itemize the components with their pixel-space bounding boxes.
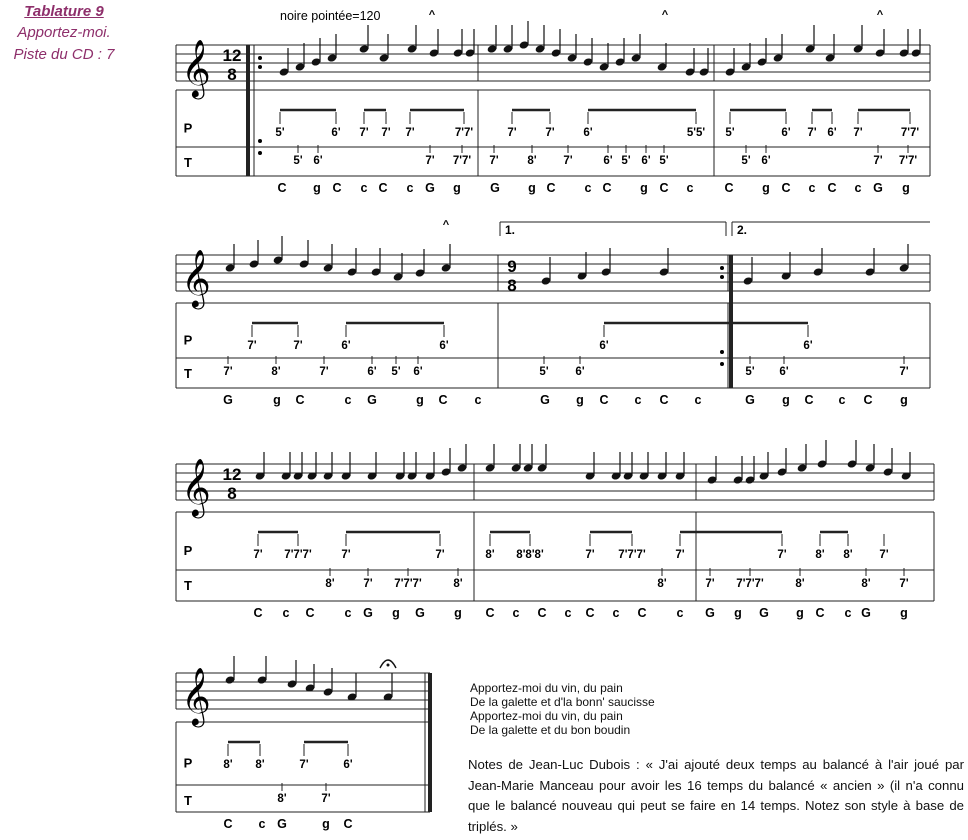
treble-clef-icon: 𝄞 (181, 40, 211, 96)
time-signature-bottom: 8 (507, 276, 517, 295)
bass-letter: C (485, 606, 495, 620)
repeat-dot (720, 275, 724, 279)
push-number: 7'7' (900, 127, 920, 139)
bass-letter: c (694, 393, 702, 407)
bass-letter: G (363, 606, 373, 620)
lyric-line: De la galette et du bon boudin (470, 723, 631, 737)
pull-number: 8' (527, 155, 537, 167)
tune-name: Apportez-moi. (17, 24, 111, 41)
bass-letter: c (512, 606, 520, 620)
bass-letter: G (873, 181, 883, 195)
lyrics-block (470, 681, 655, 737)
bass-letter: C (659, 393, 669, 407)
bass-letter: C (537, 606, 547, 620)
treble-clef-icon: 𝄞 (181, 668, 211, 724)
pull-number: 8' (795, 578, 805, 590)
push-number: 6' (439, 340, 449, 352)
push-number: 6' (583, 127, 593, 139)
pull-number: 7'7'7' (394, 578, 422, 590)
push-number: 8' (815, 549, 825, 561)
push-number: 7' (507, 127, 517, 139)
melody-notes (222, 9, 922, 702)
bass-letter: c (474, 393, 482, 407)
push-number: 8' (255, 759, 265, 771)
bass-letter: g (392, 606, 400, 620)
push-number: 7' (545, 127, 555, 139)
bass-letter: g (900, 393, 908, 407)
push-number: 7' (807, 127, 817, 139)
push-number: 5'5' (686, 127, 706, 139)
push-number: 7'7'7' (618, 549, 646, 561)
bass-letter: C (343, 817, 353, 831)
accent-mark: ^ (661, 9, 669, 21)
pull-number: 8' (861, 578, 871, 590)
push-number: 8' (223, 759, 233, 771)
bass-letter: c (344, 393, 352, 407)
push-row-label: P (183, 543, 193, 558)
bass-letter: c (344, 606, 352, 620)
pull-number: 8' (325, 578, 335, 590)
bass-letter: G (223, 393, 233, 407)
bass-letter: c (564, 606, 572, 620)
bass-letter: g (454, 606, 462, 620)
performer-notes: Notes de Jean-Luc Dubois : « J'ai ajouté deux temps au balancé à l'air joué par Jean-Marie Manceau pour avoir les 16 temps du balancé « ancien » (il n'a connu que le balancé nouveau qui peut se faire en 14 temps. Notez son style à base de triplés. » (468, 757, 964, 834)
time-signature-bottom: 8 (227, 484, 237, 503)
bass-letter: c (282, 606, 290, 620)
bass-letter: C (637, 606, 647, 620)
push-number: 6' (599, 340, 609, 352)
pull-number: 7' (705, 578, 715, 590)
push-number: 5' (275, 127, 285, 139)
push-number: 6' (331, 127, 341, 139)
push-number: 7' (675, 549, 685, 561)
pull-number: 6' (575, 366, 585, 378)
bass-letter: g (900, 606, 908, 620)
pull-number: 7' (873, 155, 883, 167)
push-number: 7' (585, 549, 595, 561)
repeat-dot (720, 350, 724, 354)
bass-letter: C (781, 181, 791, 195)
bass-letter: C (378, 181, 388, 195)
accent-mark: ^ (442, 219, 450, 231)
pull-number: 7' (489, 155, 499, 167)
bass-letter: C (332, 181, 342, 195)
bass-letter: g (640, 181, 648, 195)
repeat-dot (720, 266, 724, 270)
bass-letter: c (258, 817, 266, 831)
pull-number: 6' (313, 155, 323, 167)
pull-number: 5' (741, 155, 751, 167)
pull-number: 5' (539, 366, 549, 378)
time-signature-bottom: 8 (227, 65, 237, 84)
bass-letter: G (705, 606, 715, 620)
push-number: 6' (803, 340, 813, 352)
push-number: 7' (299, 759, 309, 771)
pull-number: 6' (761, 155, 771, 167)
bass-letter: c (612, 606, 620, 620)
bass-letter: c (676, 606, 684, 620)
bass-letter: g (902, 181, 910, 195)
bass-letter: C (546, 181, 556, 195)
bass-letter: g (416, 393, 424, 407)
bass-letter: c (686, 181, 694, 195)
bass-letter: c (808, 181, 816, 195)
push-number: 7' (777, 549, 787, 561)
bass-letter: C (223, 817, 233, 831)
pull-number: 8' (277, 793, 287, 805)
push-number: 7' (381, 127, 391, 139)
pull-number: 5' (391, 366, 401, 378)
pull-number: 7' (563, 155, 573, 167)
bass-letter: g (453, 181, 461, 195)
pull-row-label: T (184, 793, 192, 808)
pull-number: 7'7'7' (736, 578, 764, 590)
pull-number: 8' (657, 578, 667, 590)
bass-letter: g (528, 181, 536, 195)
treble-clef-icon: 𝄞 (181, 250, 211, 306)
bass-letter: C (277, 181, 287, 195)
push-number: 6' (781, 127, 791, 139)
pull-number: 7' (899, 578, 909, 590)
final-barline-thick (428, 673, 432, 812)
bass-letter: G (277, 817, 287, 831)
bass-letter: g (796, 606, 804, 620)
push-row-label: P (183, 332, 193, 348)
bass-letter: c (634, 393, 642, 407)
bass-letter: G (490, 181, 500, 195)
pull-number: 6' (641, 155, 651, 167)
bass-letter: C (253, 606, 263, 620)
tempo-marking: noire pointée=120 (280, 9, 381, 23)
pull-number: 7' (319, 366, 329, 378)
treble-clef-icon: 𝄞 (181, 459, 211, 515)
push-number: 7' (247, 340, 257, 352)
bass-letter: C (724, 181, 734, 195)
push-number: 7'7'7' (284, 549, 312, 561)
bass-letter: c (838, 393, 846, 407)
push-number: 7' (879, 549, 889, 561)
pull-number: 5' (621, 155, 631, 167)
repeat-dot (258, 139, 262, 143)
pull-number: 5' (659, 155, 669, 167)
cd-track: Piste du CD : 7 (13, 46, 115, 63)
pull-number: 7' (223, 366, 233, 378)
time-signature-top: 12 (222, 465, 242, 484)
bass-letter: g (734, 606, 742, 620)
bass-letter: g (273, 393, 281, 407)
push-number: 8' (843, 549, 853, 561)
bass-letter: C (585, 606, 595, 620)
fermata-dot (387, 664, 390, 667)
bass-letter: C (295, 393, 305, 407)
pull-number: 8' (271, 366, 281, 378)
bass-letter: C (804, 393, 814, 407)
push-number: 7' (435, 549, 445, 561)
bass-letter: G (415, 606, 425, 620)
bass-letter: G (861, 606, 871, 620)
push-number: 6' (343, 759, 353, 771)
pull-number: 6' (603, 155, 613, 167)
repeat-dot (258, 56, 262, 60)
push-number: 8' (485, 549, 495, 561)
tablature-title: Tablature 9 (24, 3, 104, 20)
lyric-line: Apportez-moi du vin, du pain (470, 709, 623, 723)
bass-letter: g (782, 393, 790, 407)
push-number: 7'7' (454, 127, 474, 139)
repeat-thick-line (729, 255, 733, 388)
push-number: 7' (341, 549, 351, 561)
bass-letter: C (659, 181, 669, 195)
bass-letter: G (745, 393, 755, 407)
repeat-dot (720, 362, 724, 366)
push-number: 7' (405, 127, 415, 139)
bass-letter: G (367, 393, 377, 407)
bass-letter: c (360, 181, 368, 195)
bass-letter: c (584, 181, 592, 195)
volta-label: 2. (736, 223, 748, 237)
pull-number: 6' (367, 366, 377, 378)
repeat-thick-line (246, 45, 250, 176)
accent-mark: ^ (428, 9, 436, 21)
pull-number: 6' (413, 366, 423, 378)
pull-number: 5' (745, 366, 755, 378)
bass-letter: C (827, 181, 837, 195)
lyric-line: Apportez-moi du vin, du pain (470, 681, 623, 695)
pull-row-label: T (184, 578, 192, 593)
pull-number: 8' (453, 578, 463, 590)
pull-number: 7' (425, 155, 435, 167)
bass-letter: g (576, 393, 584, 407)
push-number: 8'8'8' (516, 549, 544, 561)
bass-letter: C (438, 393, 448, 407)
bass-letter: C (602, 181, 612, 195)
bass-letter: c (854, 181, 862, 195)
push-row-label: P (183, 120, 193, 136)
pull-row-label: T (184, 155, 192, 170)
push-number: 7' (853, 127, 863, 139)
bass-letter: c (406, 181, 414, 195)
repeat-dot (258, 65, 262, 69)
pull-number: 7'7' (898, 155, 918, 167)
bass-letter: C (815, 606, 825, 620)
bass-letter: G (759, 606, 769, 620)
accent-mark: ^ (876, 9, 884, 21)
pull-row-label: T (184, 366, 192, 381)
volta-label: 1. (504, 223, 516, 237)
bass-letter: C (863, 393, 873, 407)
pull-number: 7' (899, 366, 909, 378)
time-signature-top: 9 (507, 257, 517, 276)
bass-letter: g (313, 181, 321, 195)
time-signature-top: 12 (222, 46, 242, 65)
pull-number: 5' (293, 155, 303, 167)
push-number: 6' (827, 127, 837, 139)
pull-number: 6' (779, 366, 789, 378)
pull-number: 7' (363, 578, 373, 590)
lyric-line: De la galette et d'la bonn' saucisse (470, 695, 655, 709)
push-number: 7' (293, 340, 303, 352)
push-number: 7' (253, 549, 263, 561)
bass-letter: C (599, 393, 609, 407)
bass-letter: c (844, 606, 852, 620)
push-number: 6' (341, 340, 351, 352)
push-number: 7' (359, 127, 369, 139)
repeat-dot (258, 151, 262, 155)
push-number: 5' (725, 127, 735, 139)
pull-number: 7'7' (452, 155, 472, 167)
bass-letter: g (762, 181, 770, 195)
bass-letter: g (322, 817, 330, 831)
bass-letter: G (425, 181, 435, 195)
push-row-label: P (183, 755, 193, 771)
bass-letter: C (305, 606, 315, 620)
pull-number: 7' (321, 793, 331, 805)
bass-letter: G (540, 393, 550, 407)
